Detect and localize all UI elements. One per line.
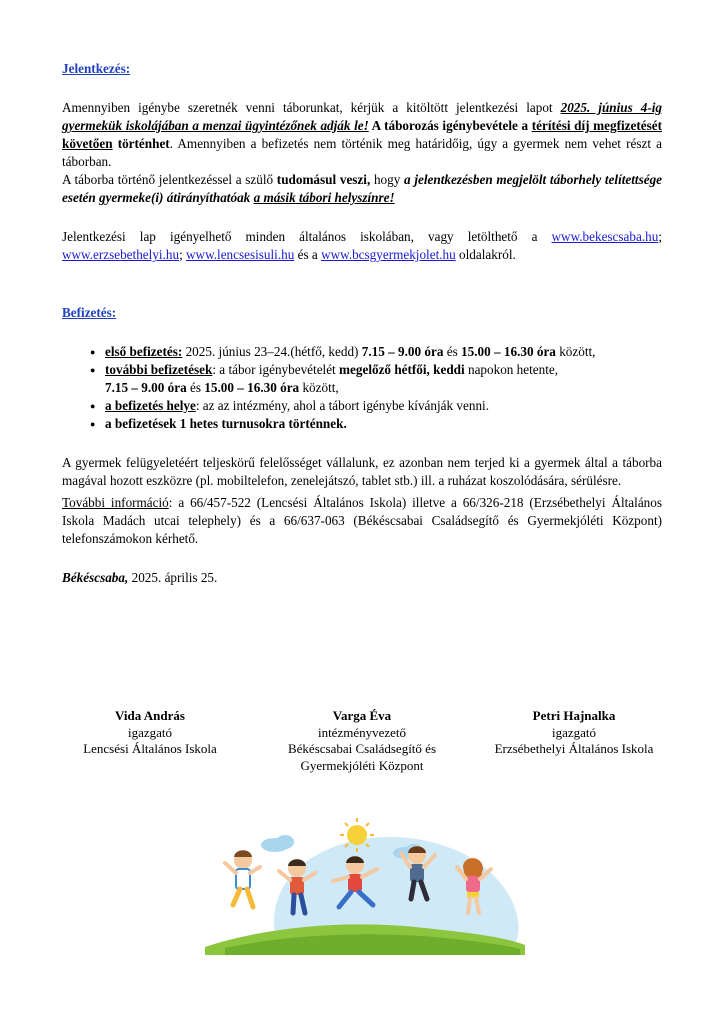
payment-heading: Befizetés: [62,305,117,320]
list-item [90,361,662,397]
text-span: és [186,380,205,395]
signer-name: Petri Hajnalka [532,708,616,723]
time-range: 7.15 – 9.00 óra [105,380,187,395]
time-range: 15.00 – 16.30 óra [204,380,300,395]
text-span: oldalakról. [455,247,516,262]
first-payment-label: első befizetés: [105,344,183,359]
time-range: 15.00 – 16.30 óra [461,344,556,359]
signatures [50,708,674,774]
acknowledge-text: tudomásul veszi, [276,172,371,187]
payment-place-label: a befizetés helye [105,398,196,413]
signer-org: Erzsébethelyi Általános Iskola [494,741,654,756]
link-bekescsaba[interactable]: www.bekescsaba.hu [551,229,659,244]
further-payments-label: további befizetések [105,362,213,377]
text-span: ; [658,229,662,244]
link-lencsesisuli[interactable]: www.lencsesisuli.hu [186,247,295,262]
text-bold: A táborozás igénybevétele a [368,118,532,133]
weekly-turns-text: a befizetések 1 hetes turnusokra történnek. [105,416,347,431]
list-item [90,343,662,361]
signer-name: Varga Éva [332,708,392,723]
signer-role: igazgató [551,724,597,740]
signature-block [50,708,250,774]
text-span: napokon hetente, [464,362,559,377]
info-text: : a 66/457-522 (Lencsési Általános Iskola) illetve a 66/326-218 (Erzsébethelyi Általános Iskola Madách utcai telephely) és a 66/637-063 (Békéscsabai Családsegítő és Gyermekjóléti Központ) telefonszámokon kérhető. [62,495,662,546]
text-span: és a [294,247,322,262]
registration-paragraph-3 [62,228,662,264]
place-text: Békéscsaba, [62,570,129,585]
text-span: : a tábor igénybevételét [212,362,340,377]
text-span: A táborba történő jelentkezéssel a szülő [62,172,277,187]
list-item [90,415,662,433]
signature-block [262,708,462,774]
signer-role: igazgató [127,724,173,740]
jumping-children-illustration [205,815,525,955]
text-span: ; [179,247,187,262]
signer-org: Békéscsabai Családsegítő és Gyermekjóléti Központ [287,741,436,773]
text-span: Jelentkezési lap igényelhető minden általános iskolában, vagy letölthető a [62,229,552,244]
text-span: között, [299,380,339,395]
info-paragraph [62,494,662,548]
text-span: : az az intézmény, ahol a tábort igénybe kívánják venni. [195,398,489,413]
child-figure [225,850,260,907]
document-body [62,60,662,587]
registration-paragraph-1 [62,99,662,171]
link-erzsebethelyi[interactable]: www.erzsebethelyi.hu [62,247,180,262]
days-text: megelőző hétfői, keddi [339,362,465,377]
place-date [62,569,662,587]
list-item [90,397,662,415]
signature-block [474,708,674,774]
other-location-text: a másik tábori helyszínre! [253,190,395,205]
text-span: hogy [370,172,405,187]
link-bcsgyermekjolet[interactable]: www.bcsgyermekjolet.hu [321,247,456,262]
registration-heading: Jelentkezés: [62,61,131,76]
responsibility-paragraph: A gyermek felügyeletéért teljeskörű felelősséget vállalunk, ez azonban nem terjed ki a gyermek által a táborba magával hozott eszközre (pl. mobiltelefon, zenelejátszó, tablet stb.) ill. a ruházat koszolódására, sérülésre. [62,455,662,488]
text-span: Amennyiben igénybe szeretnék venni táborunkat, kérjük a kitöltött jelentkezési lapot [62,100,561,115]
signer-org: Lencsési Általános Iskola [83,741,217,756]
info-label: További információ [62,495,169,510]
registration-paragraph-2 [62,171,662,207]
fee-text: térítési díj megfizetését követően [62,118,662,151]
signer-role: intézményvezető [317,724,407,740]
text-span: 2025. június 23–24.(hétfő, kedd) [182,344,362,359]
text-bold: történhet [112,136,170,151]
signer-name: Vida András [115,708,185,723]
text-span: között, [555,344,596,359]
payment-list [90,343,662,433]
text-span: . Amennyiben a befizetés nem történik meg határidőig, úgy a gyermek nem vehet részt a táborban. [62,136,662,169]
text-span: és [443,344,462,359]
deadline-text: 2025. június 4-ig gyermekük iskolájában a menzai ügyintézőnek adják le! [62,100,662,133]
redirect-text: a jelentkezésben megjelölt táborhely telítettsége esetén gyermeke(i) átirányíthatóak [62,172,663,205]
time-range: 7.15 – 9.00 óra [361,344,444,359]
date-text: 2025. április 25. [128,570,218,585]
